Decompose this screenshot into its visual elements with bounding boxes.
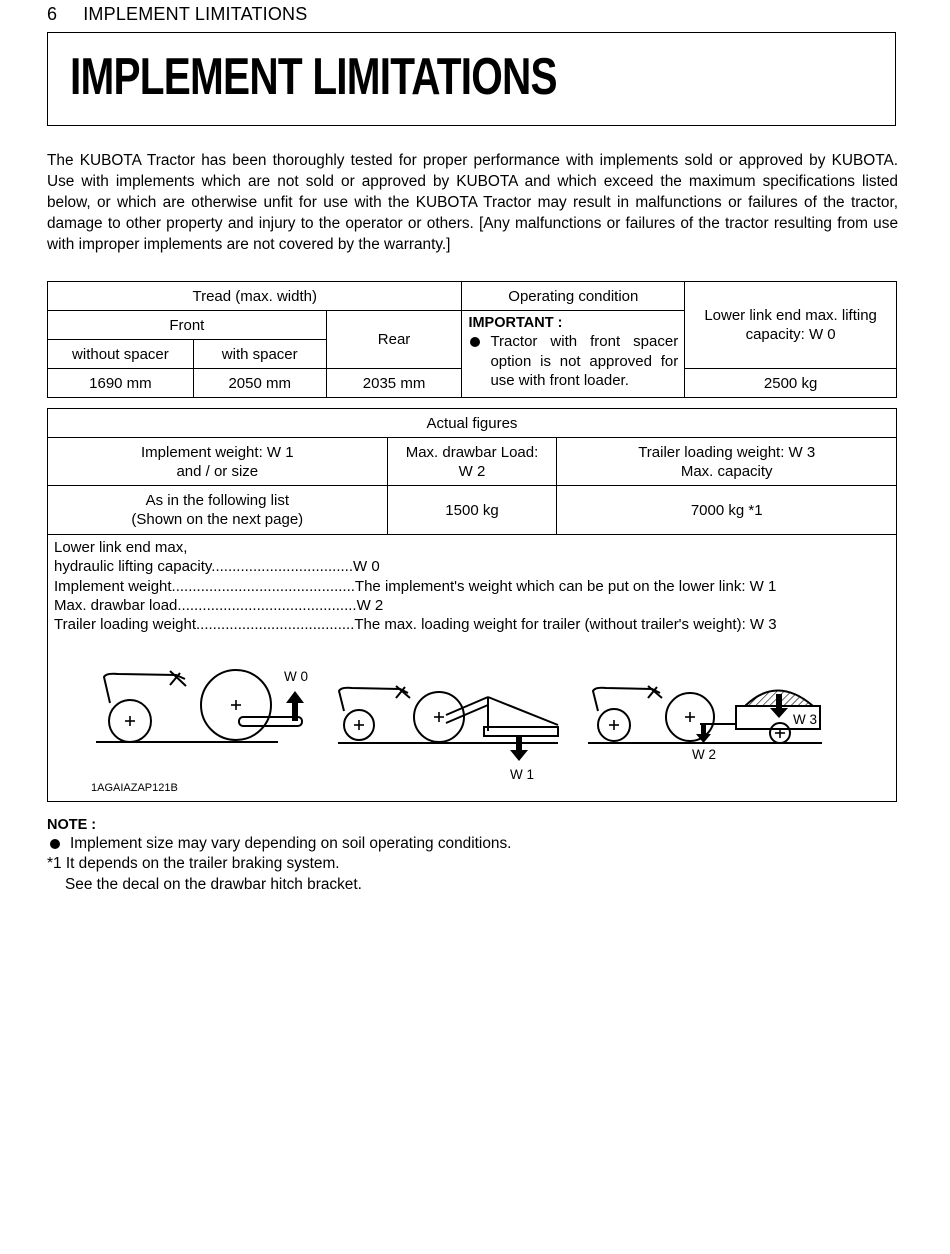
- legend-line: hydraulic lifting capacity..................................W 0: [54, 558, 380, 576]
- without-spacer-header: without spacer: [48, 340, 194, 369]
- note-section: [47, 815, 511, 895]
- lift-header: Lower link end max. lifting capacity: W 0: [685, 282, 897, 369]
- w1-arrow: [510, 736, 528, 761]
- with-spacer-header: with spacer: [193, 340, 326, 369]
- tread-header: Tread (max. width): [48, 282, 462, 311]
- intro-paragraph: The KUBOTA Tractor has been thoroughly tested for proper performance with implements sold or approved by KUBOTA. Use with implements which are not sold or approved by KUBOTA and which exceed the maximum specifications listed below, or which are otherwise unfit for use with the KUBOTA Tractor may result in malfunctions or failures of the tractor, damage to other property and injury to the operator or others. [Any malfunctions or failures of the tractor resulting from use with improper implements are not covered by the warranty.]: [47, 152, 898, 253]
- legend-cell: [48, 535, 897, 802]
- trailer-weight-header: Trailer loading weight: W 3 Max. capacity: [557, 438, 897, 486]
- tractor-implement-figure: [338, 686, 558, 743]
- with-spacer-value: 2050 mm: [193, 369, 326, 398]
- front-header: Front: [48, 311, 327, 340]
- w0-label: W 0: [284, 669, 309, 684]
- rear-value: 2035 mm: [326, 369, 462, 398]
- section-title: IMPLEMENT LIMITATIONS: [83, 4, 308, 24]
- footnote: *1 It depends on the trailer braking system.: [47, 855, 340, 872]
- actual-figures-header: Actual figures: [48, 409, 897, 438]
- important-label: IMPORTANT :: [468, 315, 563, 331]
- figure-code: 1AGAIAZAP121B: [91, 782, 178, 794]
- lift-value: 2500 kg: [685, 369, 897, 398]
- rear-header: Rear: [326, 311, 462, 369]
- page-number: 6: [47, 4, 58, 24]
- important-text: Tractor with front spacer option is not approved for use with front loader.: [490, 333, 679, 389]
- important-cell: [462, 311, 685, 398]
- legend-line: Max. drawbar load...........................................W 2: [54, 596, 384, 614]
- legend-line: Implement weight............................................The implement's weight which can be put on the lower link: W 1: [54, 577, 777, 595]
- drawbar-load-header: Max. drawbar Load: W 2: [387, 438, 557, 486]
- note-bullet-text: Implement size may vary depending on soil operating conditions.: [70, 834, 512, 852]
- implement-weight-value: As in the following list (Shown on the next page): [48, 486, 388, 535]
- note-label: NOTE :: [47, 817, 97, 833]
- tractor-lift-figure: [96, 670, 302, 742]
- w1-label: W 1: [510, 767, 535, 782]
- actual-figures-table: [47, 408, 897, 802]
- bullet-icon: [50, 839, 60, 849]
- w3-label: W 3: [793, 712, 818, 727]
- legend-line: Trailer loading weight......................................The max. loading weight for trailer (without trailer's weight): W 3: [54, 616, 777, 634]
- w2-label: W 2: [692, 747, 717, 762]
- legend-line: Lower link end max,: [54, 539, 188, 556]
- title-box: [47, 32, 896, 126]
- without-spacer-value: 1690 mm: [48, 369, 194, 398]
- page-title: IMPLEMENT LIMITATIONS: [70, 48, 557, 106]
- implement-weight-header: Implement weight: W 1 and / or size: [48, 438, 388, 486]
- operating-header: Operating condition: [462, 282, 685, 311]
- bullet-icon: [470, 337, 480, 347]
- footnote-continued: See the decal on the drawbar hitch bracket.: [65, 875, 362, 893]
- page-header: [47, 4, 307, 25]
- drawbar-load-value: 1500 kg: [387, 486, 557, 535]
- tread-table: [47, 281, 897, 398]
- load-diagram: [48, 635, 896, 795]
- trailer-weight-value: 7000 kg *1: [557, 486, 897, 535]
